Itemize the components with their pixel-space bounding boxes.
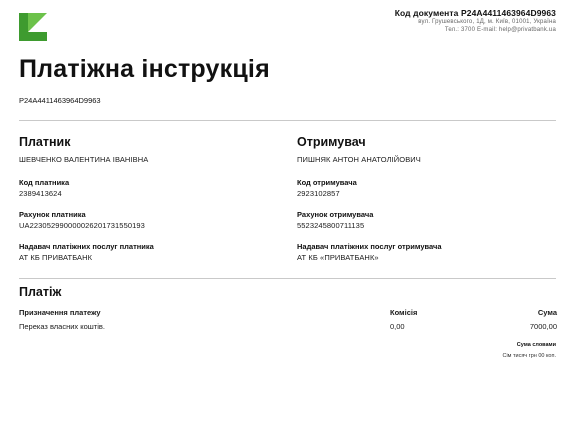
recipient-code-label: Код отримувача — [297, 178, 357, 187]
payer-provider-field — [19, 242, 274, 262]
privatbank-logo-icon — [19, 13, 47, 41]
bank-contacts: Тел.: 3700 E-mail: help@privatbank.ua — [444, 27, 556, 33]
document-code — [395, 8, 556, 18]
payer-account-value: UA223052990000026201731550193 — [19, 221, 145, 230]
amount-in-words-value: Сім тисяч грн 00 коп. — [502, 353, 556, 359]
recipient-name: ПИШНЯК АНТОН АНАТОЛІЙОВИЧ — [297, 155, 421, 164]
payer-code-field — [19, 178, 274, 198]
fee-cell: 0,00 — [390, 322, 405, 331]
payer-code-value: 2389413624 — [19, 189, 62, 198]
page-title: Платіжна інструкція — [19, 55, 270, 83]
purpose-column-header: Призначення платежу — [19, 308, 101, 317]
payment-table — [19, 308, 557, 334]
recipient-account-field — [297, 210, 552, 230]
fee-column-header: Комісія — [390, 308, 418, 317]
payer-account-field — [19, 210, 274, 230]
bank-address: вул. Грушевського, 1Д, м. Київ, 01001, Україна — [418, 19, 556, 25]
payment-table-header — [19, 308, 557, 320]
payer-name: ШЕВЧЕНКО ВАЛЕНТИНА ІВАНІВНА — [19, 155, 149, 164]
payer-code-label: Код платника — [19, 178, 70, 187]
document-code-label: Код документа — [394, 8, 459, 18]
table-row — [19, 322, 557, 334]
recipient-provider-label: Надавач платіжних послуг отримувача — [297, 242, 442, 251]
document-reference: P24A4411463964D9963 — [19, 96, 101, 105]
document-code-block — [395, 8, 556, 34]
purpose-cell: Переказ власних коштів. — [19, 322, 105, 331]
recipient-provider-field — [297, 242, 552, 262]
recipient-code-value: 2923102857 — [297, 189, 340, 198]
recipient-section — [297, 135, 552, 262]
document-code-value: P24A4411463964D9963 — [460, 8, 556, 18]
recipient-account-label: Рахунок отримувача — [297, 210, 374, 219]
divider-middle — [19, 278, 556, 279]
recipient-heading: Отримувач — [297, 135, 366, 149]
recipient-provider-value: АТ КБ «ПРИВАТБАНК» — [297, 253, 379, 262]
payer-section — [19, 135, 274, 262]
amount-in-words-label: Сума словами — [516, 342, 556, 348]
payer-account-label: Рахунок платника — [19, 210, 86, 219]
amount-column-header: Сума — [537, 308, 557, 317]
payment-heading: Платіж — [19, 285, 62, 299]
recipient-code-field — [297, 178, 552, 198]
divider-top — [19, 120, 556, 121]
recipient-account-value: 5523245800711135 — [297, 221, 365, 230]
payer-provider-label: Надавач платіжних послуг платника — [19, 242, 154, 251]
payer-heading: Платник — [19, 135, 71, 149]
amount-in-words-block — [502, 342, 556, 359]
payer-provider-value: АТ КБ ПРИВАТБАНК — [19, 253, 93, 262]
amount-cell: 7000,00 — [529, 322, 557, 331]
